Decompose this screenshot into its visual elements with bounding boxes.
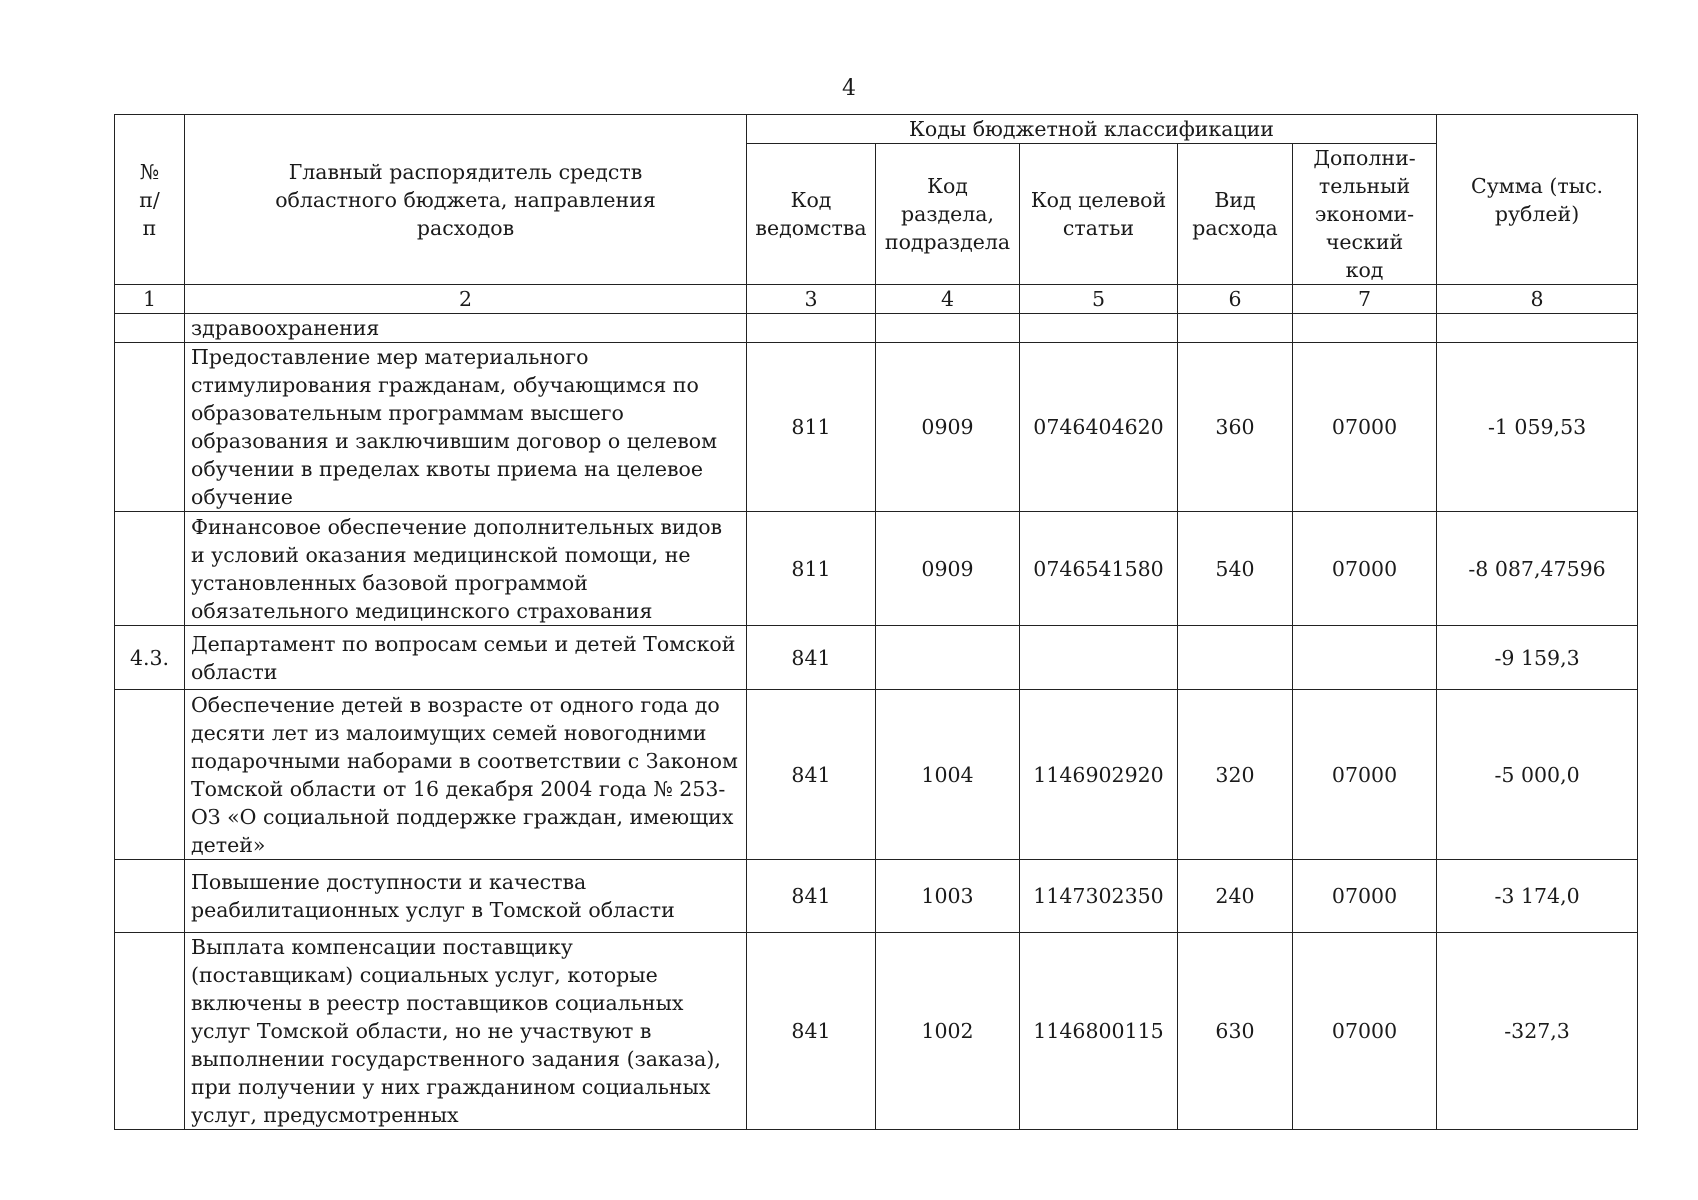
row-name: Предоставление мер материального стимулирования гражданам, обучающимся по образовательным программам высшего образования и заключившим договор о целевом обучении в пределах квоты приема на целевое обучение xyxy=(185,343,747,512)
row-expense-type: 540 xyxy=(1178,512,1293,626)
row-target-code: 1147302350 xyxy=(1020,860,1178,933)
row-extra-code: 07000 xyxy=(1293,860,1437,933)
row-num xyxy=(115,512,185,626)
table-row xyxy=(115,512,1638,626)
row-section-code: 1002 xyxy=(876,933,1020,1130)
header-sum: Сумма (тыс. рублей) xyxy=(1437,115,1638,285)
table-row xyxy=(115,343,1638,512)
row-name: Повышение доступности и качества реабилитационных услуг в Томской области xyxy=(185,860,747,933)
row-expense-type xyxy=(1178,626,1293,690)
row-section-code: 1004 xyxy=(876,690,1020,860)
column-number: 6 xyxy=(1178,285,1293,314)
row-name: здравоохранения xyxy=(185,314,747,343)
row-dept-code: 841 xyxy=(747,626,876,690)
row-target-code: 1146902920 xyxy=(1020,690,1178,860)
row-dept-code: 841 xyxy=(747,860,876,933)
row-section-code xyxy=(876,314,1020,343)
row-sum: -9 159,3 xyxy=(1437,626,1638,690)
row-expense-type xyxy=(1178,314,1293,343)
row-num xyxy=(115,860,185,933)
row-expense-type: 320 xyxy=(1178,690,1293,860)
header-expense-type: Вид расхода xyxy=(1178,144,1293,285)
row-sum: -3 174,0 xyxy=(1437,860,1638,933)
column-number: 3 xyxy=(747,285,876,314)
row-expense-type: 240 xyxy=(1178,860,1293,933)
column-number: 2 xyxy=(185,285,747,314)
header-codes-group: Коды бюджетной классификации xyxy=(747,115,1437,144)
row-extra-code: 07000 xyxy=(1293,512,1437,626)
row-dept-code xyxy=(747,314,876,343)
row-sum: -8 087,47596 xyxy=(1437,512,1638,626)
table-row xyxy=(115,933,1638,1130)
row-num xyxy=(115,314,185,343)
table-row xyxy=(115,860,1638,933)
table-body xyxy=(115,314,1638,1130)
header-extra-econ-code: Дополни-тельный экономи-ческий код xyxy=(1293,144,1437,285)
row-sum: -327,3 xyxy=(1437,933,1638,1130)
budget-table xyxy=(114,114,1638,1130)
row-name: Обеспечение детей в возрасте от одного года до десяти лет из малоимущих семей новогодними подарочными наборами в соответствии с Законом Томской области от 16 декабря 2004 года № 253-ОЗ «О социальной поддержке граждан, имеющих детей» xyxy=(185,690,747,860)
column-numbers-row xyxy=(115,285,1638,314)
row-extra-code xyxy=(1293,626,1437,690)
row-name: Выплата компенсации поставщику (поставщикам) социальных услуг, которые включены в реестр поставщиков социальных услуг Томской области, но не участвуют в выполнении государственного задания (заказа), при получении у них гражданином социальных услуг, предусмотренных xyxy=(185,933,747,1130)
row-extra-code: 07000 xyxy=(1293,933,1437,1130)
row-expense-type: 630 xyxy=(1178,933,1293,1130)
row-target-code: 0746404620 xyxy=(1020,343,1178,512)
header-num: № п/п xyxy=(115,115,185,285)
row-sum: -5 000,0 xyxy=(1437,690,1638,860)
column-number: 8 xyxy=(1437,285,1638,314)
column-number: 4 xyxy=(876,285,1020,314)
row-target-code: 0746541580 xyxy=(1020,512,1178,626)
row-expense-type: 360 xyxy=(1178,343,1293,512)
column-number: 7 xyxy=(1293,285,1437,314)
row-num xyxy=(115,690,185,860)
row-dept-code: 841 xyxy=(747,690,876,860)
row-sum xyxy=(1437,314,1638,343)
table-row xyxy=(115,314,1638,343)
row-sum: -1 059,53 xyxy=(1437,343,1638,512)
row-extra-code: 07000 xyxy=(1293,690,1437,860)
header-target-code: Код целевой статьи xyxy=(1020,144,1178,285)
row-name: Департамент по вопросам семьи и детей Томской области xyxy=(185,626,747,690)
header-name: Главный распорядитель средств областного бюджета, направления расходов xyxy=(185,115,747,285)
row-name: Финансовое обеспечение дополнительных видов и условий оказания медицинской помощи, не установленных базовой программой обязательного медицинского страхования xyxy=(185,512,747,626)
column-number: 5 xyxy=(1020,285,1178,314)
row-extra-code xyxy=(1293,314,1437,343)
header-dept-code: Код ведомства xyxy=(747,144,876,285)
row-dept-code: 811 xyxy=(747,512,876,626)
row-section-code: 0909 xyxy=(876,343,1020,512)
table-row xyxy=(115,690,1638,860)
row-target-code: 1146800115 xyxy=(1020,933,1178,1130)
row-target-code xyxy=(1020,626,1178,690)
header-section-code: Код раздела, подраздела xyxy=(876,144,1020,285)
row-target-code xyxy=(1020,314,1178,343)
table-row xyxy=(115,626,1638,690)
row-num: 4.3. xyxy=(115,626,185,690)
row-dept-code: 841 xyxy=(747,933,876,1130)
page-number: 4 xyxy=(842,76,856,101)
row-dept-code: 811 xyxy=(747,343,876,512)
row-section-code: 1003 xyxy=(876,860,1020,933)
row-num xyxy=(115,933,185,1130)
row-section-code xyxy=(876,626,1020,690)
column-number: 1 xyxy=(115,285,185,314)
row-extra-code: 07000 xyxy=(1293,343,1437,512)
row-section-code: 0909 xyxy=(876,512,1020,626)
row-num xyxy=(115,343,185,512)
table-header xyxy=(115,115,1638,314)
